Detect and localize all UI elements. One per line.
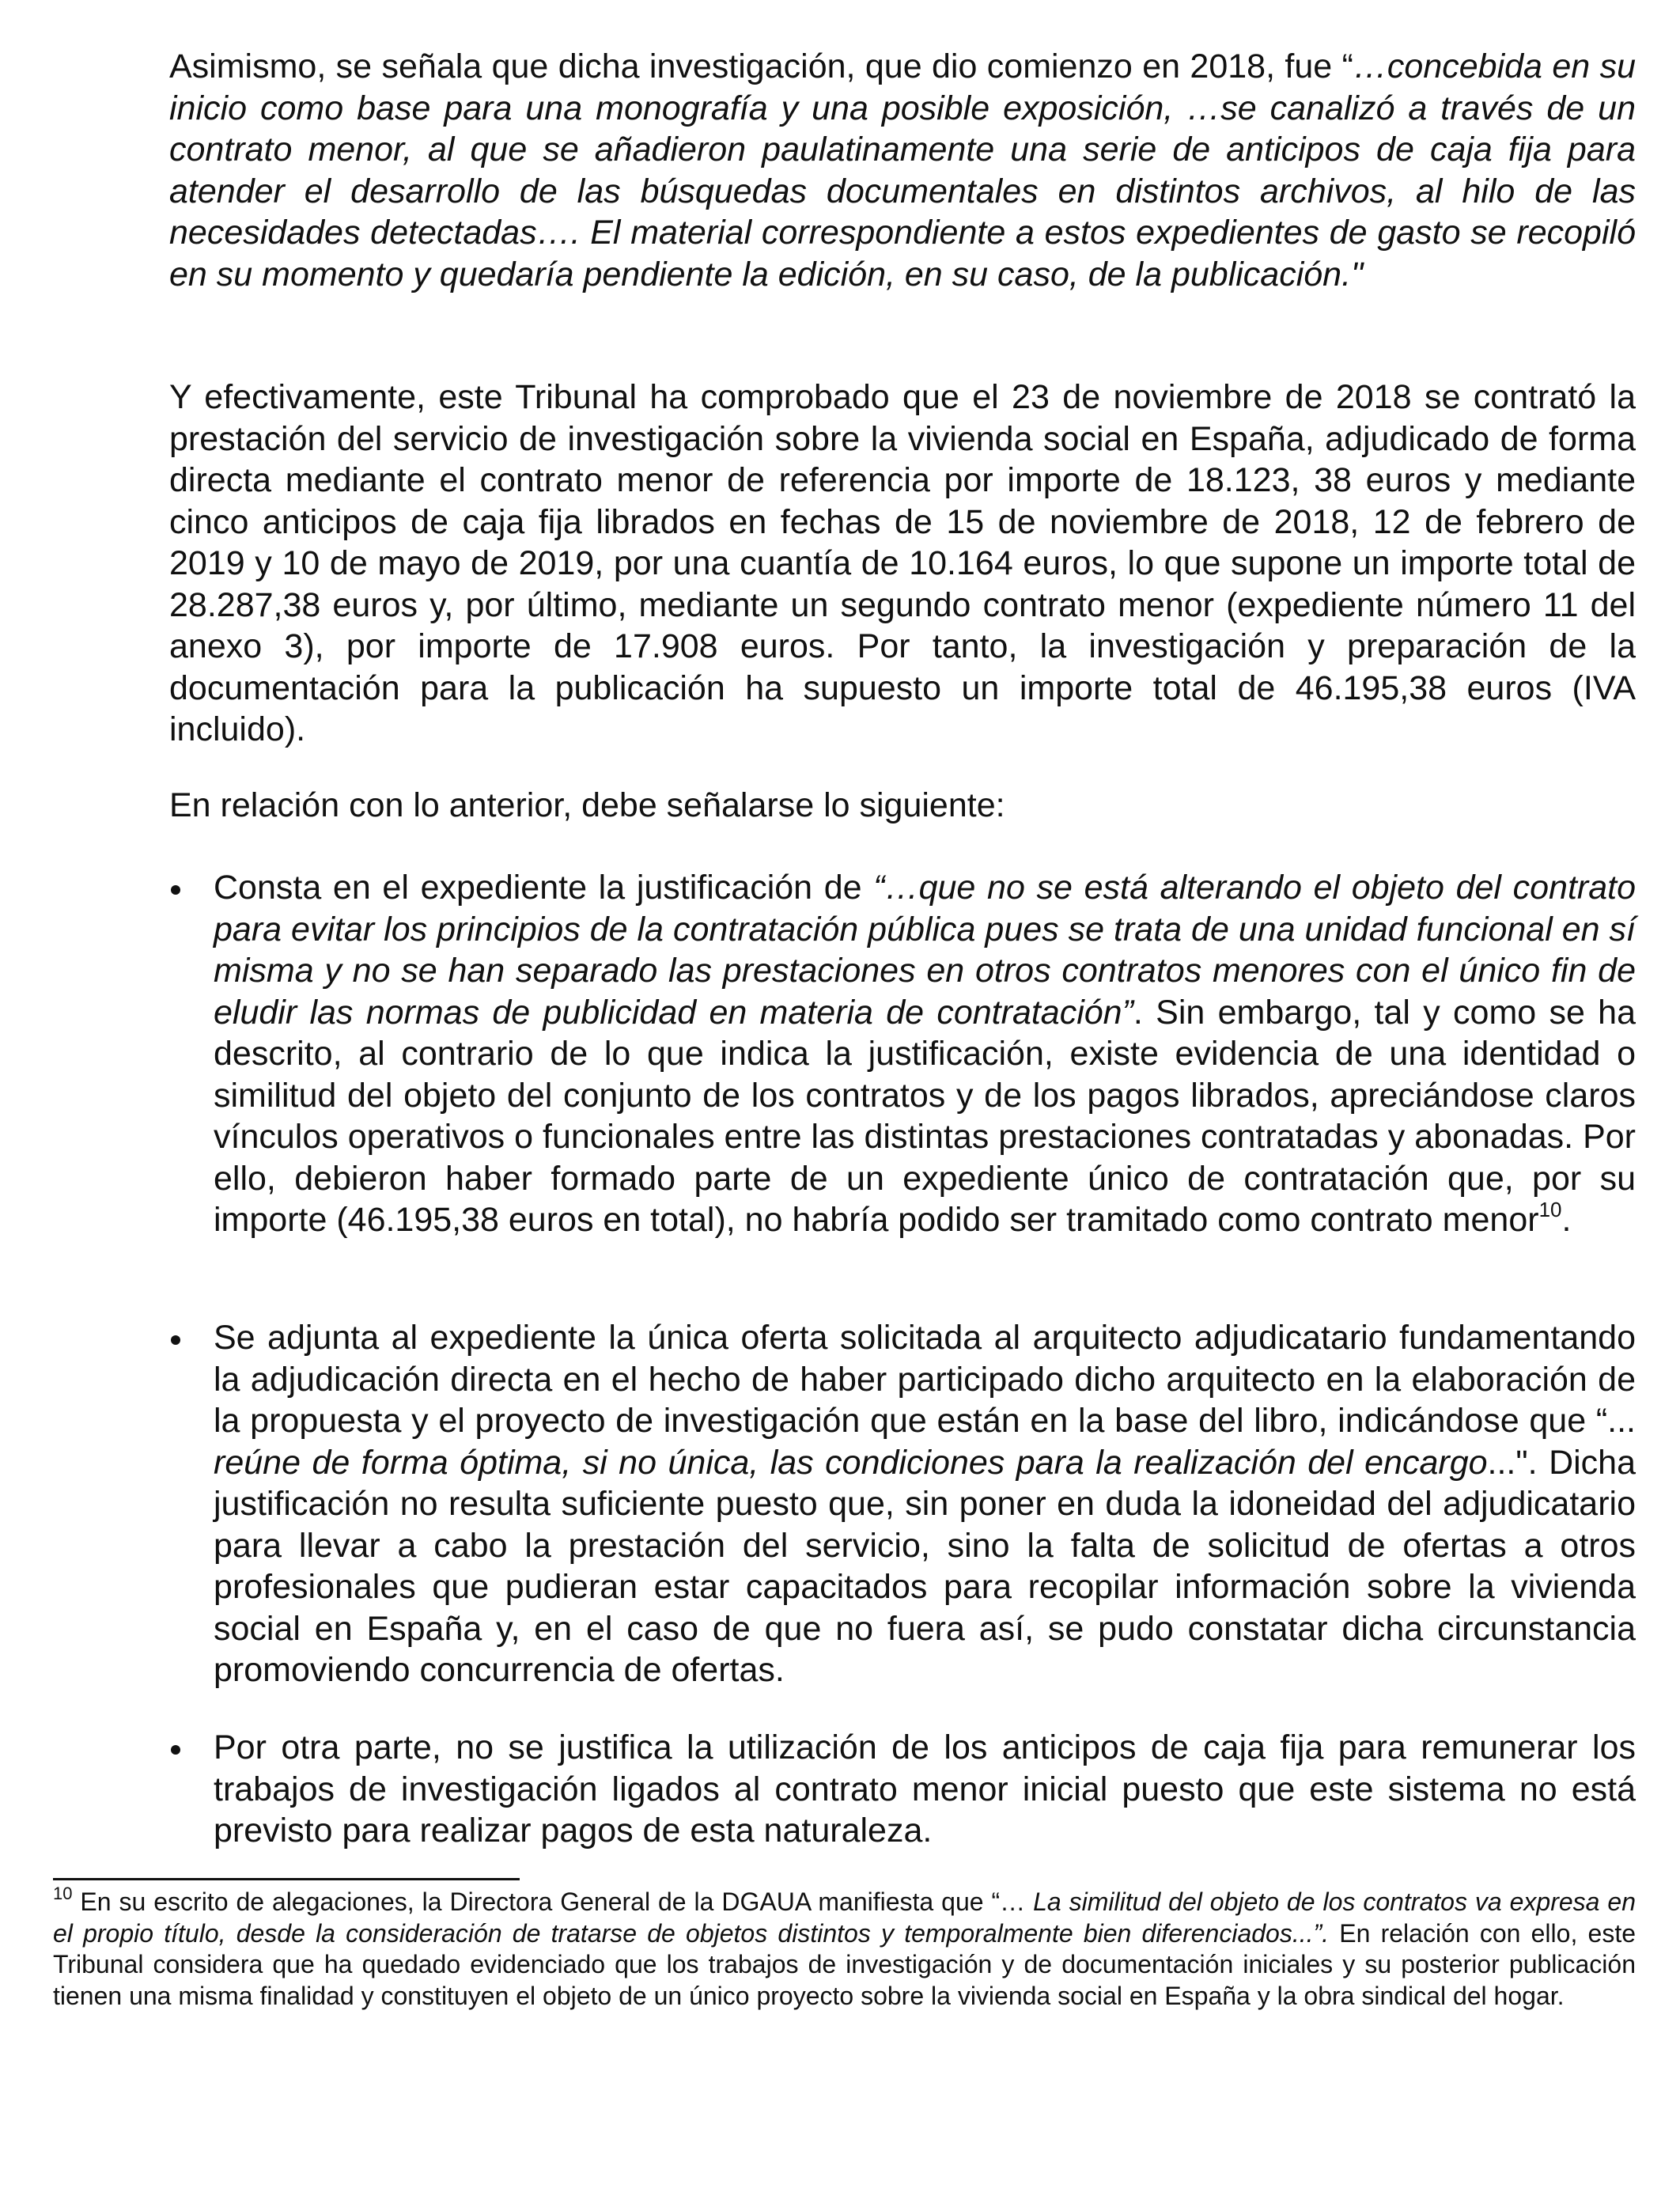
list-item <box>169 1317 1636 1691</box>
footnote-reference[interactable]: 10 <box>1538 1198 1562 1221</box>
quoted-text: …concebida en su inicio como base para una monografía y una posible exposición, …se canalizó a través de un contrato menor, al que se añadieron paulatinamente una serie de anticipos de caja fija para atender el desarrollo de las búsquedas documentales en distintos archivos, al hilo de las necesidades detectadas…. El material correspondiente a estos expedientes de gasto se recopiló en su momento y quedaría pendiente la edición, en su caso, de la publicación." <box>169 47 1636 293</box>
footnote-divider <box>53 1878 520 1880</box>
footnote-number: 10 <box>53 1884 73 1903</box>
paragraph-intro-list: En relación con lo anterior, debe señalarse lo siguiente: <box>169 786 1005 824</box>
paragraph-tribunal-findings: Y efectivamente, este Tribunal ha comprobado que el 23 de noviembre de 2018 se contrató la prestación del servicio de investigación sobre la vivienda social en España, adjudicado de forma directa mediante el contrato menor de referencia por importe de 18.123, 38 euros y mediante cinco anticipos de caja fija librados en fechas de 15 de noviembre de 2018, 12 de febrero de 2019 y 10 de mayo de 2019, por una cuantía de 10.164 euros, lo que supone un importe total de 28.287,38 euros y, por último, mediante un segundo contrato menor (expediente número 11 del anexo 3), por importe de 17.908 euros. Por tanto, la investigación y preparación de la documentación para la publicación ha supuesto un importe total de 46.195,38 euros (IVA incluido). <box>169 378 1636 748</box>
list-item <box>169 1727 1636 1852</box>
footnote: $^{10}$ En su escrito de alegaciones, la Directora General de la DGAUA manifiesta que “… La similitud del objeto de los contratos va expresa en el propio título, desde la consideración de tratarse de objetos distintos y temporalmente bien diferenciados...”. En relación con ello, este Tribunal considera que ha quedado evidenciado que los trabajos de investigación y de documentación iniciales y su posterior publicación tienen una misma finalidad y constituyen el objeto de un único proyecto sobre la vivienda social en España y la obra sindical del hogar. <box>53 1884 1636 2010</box>
bullet-icon <box>171 885 180 895</box>
list-item-text: Por otra parte, no se justifica la utilización de los anticipos de caja fija para remunerar los trabajos de investigación ligados al contrato menor inicial puesto que este sistema no está previsto para realizar pagos de esta naturaleza. <box>214 1728 1636 1850</box>
paragraph-text: Asimismo, se señala que dicha investigación, que dio comienzo en 2018, fue “ <box>169 47 1353 85</box>
bullet-icon <box>171 1745 180 1755</box>
quoted-text: La similitud del objeto de los contratos va expresa en el propio título, desde la consideración de tratarse de objetos distintos y temporalmente bien diferenciados...”. <box>53 1887 1636 1948</box>
list-item <box>169 867 1636 1241</box>
quoted-text: reúne de forma óptima, si no única, las condiciones para la realización del encargo <box>214 1443 1488 1482</box>
bullet-icon <box>171 1335 180 1345</box>
list-item-text: Consta en el expediente la justificación de “…que no se está alterando el objeto del contrato para evitar los principios de la contratación pública pues se trata de una unidad funcional en sí misma y no se han separado las prestaciones en otros contratos menores con el único fin de eludir las normas de publicidad en materia de contratación”. Sin embargo, tal y como se ha descrito, al contrario de lo que indica la justificación, existe evidencia de una identidad o similitud del objeto del conjunto de los contratos y de los pagos librados, apreciándose claros vínculos operativos o funcionales entre las distintas prestaciones contratadas y abonadas. Por ello, debieron haber formado parte de un expediente único de contratación que, por su importe (46.195,38 euros en total), no habría podido ser tramitado como contrato menor$^{10}$. <box>214 869 1636 1239</box>
list-item-text: Se adjunta al expediente la única oferta solicitada al arquitecto adjudicatario fundamentando la adjudicación directa en el hecho de haber participado dicho arquitecto en la elaboración de la propuesta y el proyecto de investigación que están en la base del libro, indicándose que “... reúne de forma óptima, si no única, las condiciones para la realización del encargo...". Dicha justificación no resulta suficiente puesto que, sin poner en duda la idoneidad del adjudicatario para llevar a cabo la prestación del servicio, sino la falta de solicitud de ofertas a otros profesionales que pudieran estar capacitados para recopilar información sobre la vivienda social en España y, en el caso de que no fuera así, se pudo constatar dicha circunstancia promoviendo concurrencia de ofertas. <box>214 1319 1636 1689</box>
paragraph-investigation-origin <box>169 46 1636 295</box>
quoted-text: “…que no se está alterando el objeto del contrato para evitar los principios de la contratación pública pues se trata de una unidad funcional en sí misma y no se han separado las prestaciones en otros contratos menores con el único fin de eludir las normas de publicidad en materia de contratación” <box>214 869 1636 1032</box>
